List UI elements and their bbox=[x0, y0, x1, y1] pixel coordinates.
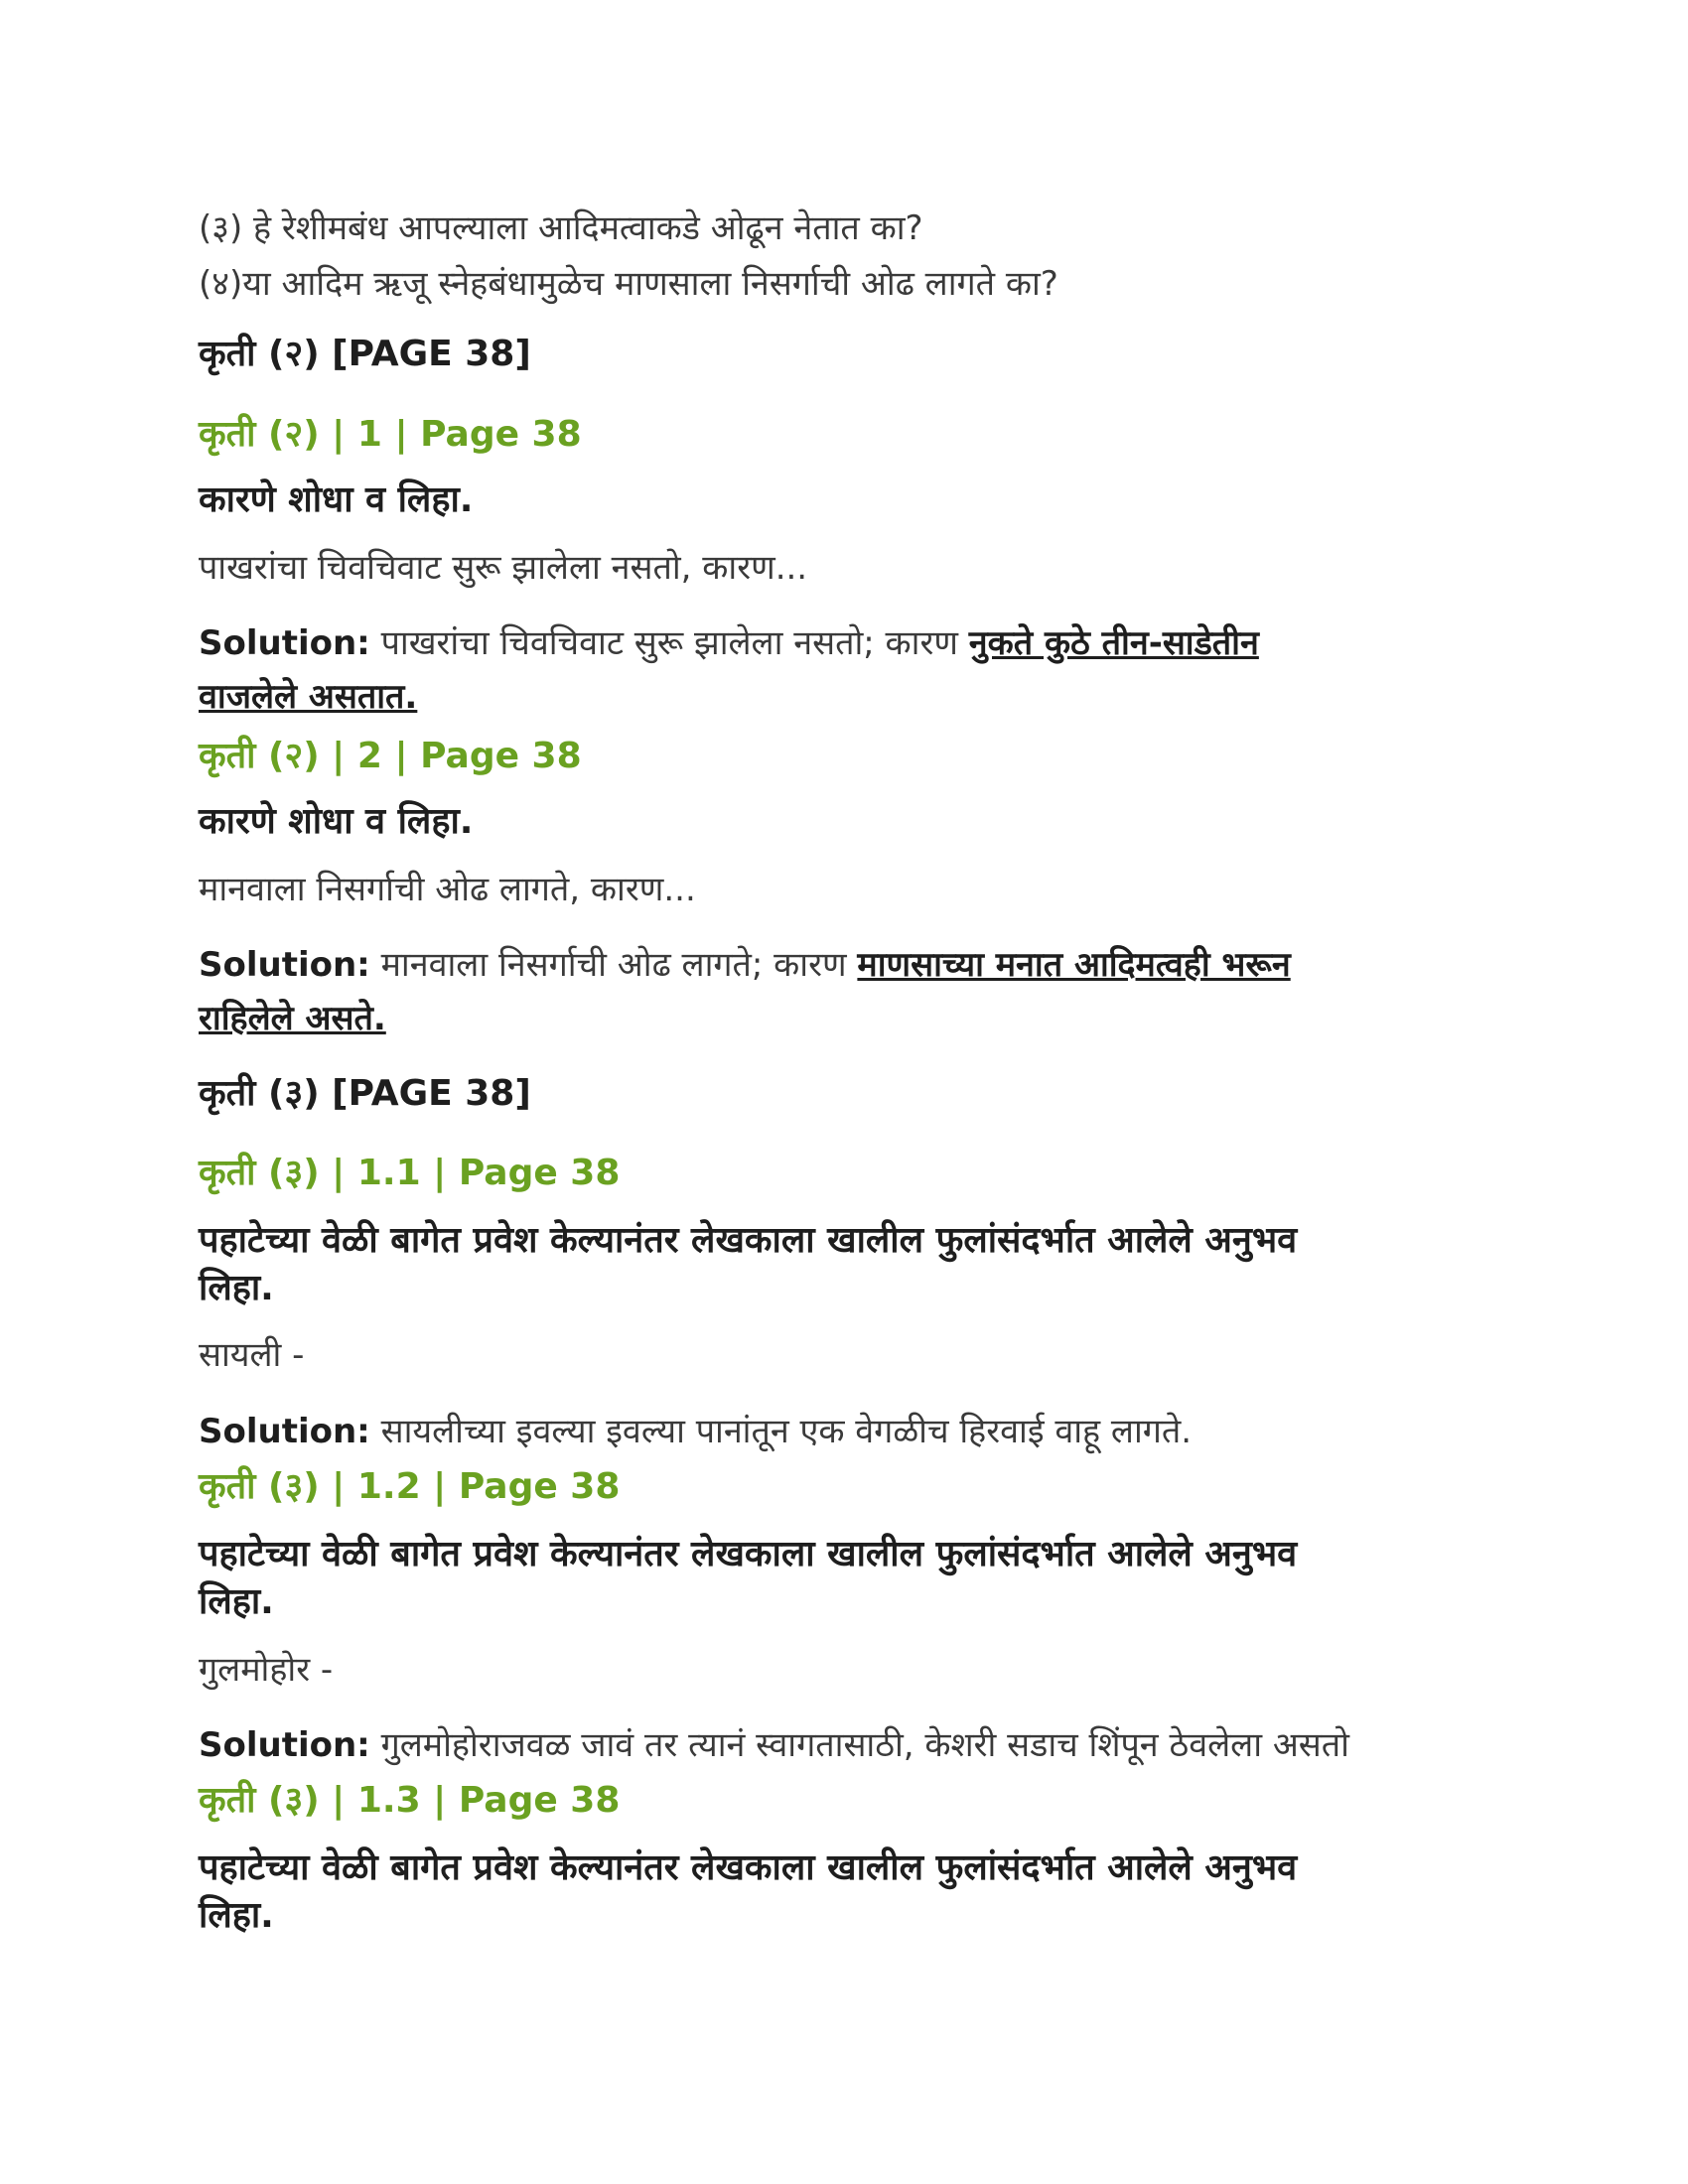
section-2-title: कृती (२) [PAGE 38] bbox=[199, 334, 531, 374]
solution-answer: माणसाच्या मनात आदिमत्वही भरून bbox=[857, 945, 1291, 985]
solution-answer-continued: राहिलेले असते. bbox=[199, 999, 386, 1038]
intro-question-4: (४)या आदिम ऋजू स्नेहबंधामुळेच माणसाला निसर्गाची ओढ लागते का? bbox=[199, 264, 1058, 304]
solution-label: Solution: bbox=[199, 1412, 370, 1451]
intro-question-3: (३) हे रेशीमबंध आपल्याला आदिमत्वाकडे ओढून नेतात का? bbox=[199, 208, 923, 248]
solution-text: मानवाला निसर्गाची ओढ लागते; कारण bbox=[380, 945, 847, 985]
solution-text: पाखरांचा चिवचिवाट सुरू झालेला नसतो; कारण bbox=[380, 623, 958, 663]
solution-2-2-continued bbox=[199, 994, 386, 1039]
question-tag-2-2: कृती (२) | 2 | Page 38 bbox=[199, 736, 582, 776]
question-prompt-2-1: पाखरांचा चिवचिवाट सुरू झालेला नसतो, कारण... bbox=[199, 548, 808, 588]
question-prompt-3-1-2: गुलमोहोर - bbox=[199, 1650, 334, 1690]
question-text-3-1-2-continued: लिहा. bbox=[199, 1581, 274, 1622]
solution-3-1-1 bbox=[199, 1407, 1192, 1452]
solution-label: Solution: bbox=[199, 1725, 370, 1765]
solution-text: सायलीच्या इवल्या इवल्या पानांतून एक वेगळीच हिरवाई वाहू लागते. bbox=[380, 1412, 1193, 1451]
solution-2-1 bbox=[199, 618, 1259, 664]
question-text-3-1-3: पहाटेच्या वेळी बागेत प्रवेश केल्यानंतर लेखकाला खालील फुलांसंदर्भात आलेले अनुभव bbox=[199, 1847, 1298, 1888]
question-tag-3-1-1: कृती (३) | 1.1 | Page 38 bbox=[199, 1153, 621, 1193]
solution-label: Solution: bbox=[199, 945, 370, 985]
solution-3-1-2 bbox=[199, 1720, 1349, 1766]
question-text-2-1: कारणे शोधा व लिहा. bbox=[199, 479, 474, 520]
question-prompt-3-1-1: सायली - bbox=[199, 1335, 305, 1375]
question-tag-3-1-2: कृती (३) | 1.2 | Page 38 bbox=[199, 1466, 621, 1507]
question-text-3-1-1: पहाटेच्या वेळी बागेत प्रवेश केल्यानंतर लेखकाला खालील फुलांसंदर्भात आलेले अनुभव bbox=[199, 1220, 1298, 1261]
solution-answer: नुकते कुठे तीन-साडेतीन bbox=[968, 623, 1259, 663]
question-text-3-1-3-continued: लिहा. bbox=[199, 1895, 274, 1936]
solution-2-1-continued bbox=[199, 672, 417, 718]
solution-answer-continued: वाजलेले असतात. bbox=[199, 677, 418, 717]
question-text-2-2: कारणे शोधा व लिहा. bbox=[199, 801, 474, 842]
question-text-3-1-2: पहाटेच्या वेळी बागेत प्रवेश केल्यानंतर लेखकाला खालील फुलांसंदर्भात आलेले अनुभव bbox=[199, 1534, 1298, 1574]
solution-label: Solution: bbox=[199, 623, 370, 663]
section-3-title: कृती (३) [PAGE 38] bbox=[199, 1073, 531, 1114]
question-tag-2-1: कृती (२) | 1 | Page 38 bbox=[199, 414, 582, 455]
question-text-3-1-1-continued: लिहा. bbox=[199, 1268, 274, 1308]
solution-2-2 bbox=[199, 940, 1291, 986]
question-prompt-2-2: मानवाला निसर्गाची ओढ लागते, कारण... bbox=[199, 870, 696, 909]
question-tag-3-1-3: कृती (३) | 1.3 | Page 38 bbox=[199, 1780, 621, 1821]
solution-text: गुलमोहोराजवळ जावं तर त्यानं स्वागतासाठी, केशरी सडाच शिंपून ठेवलेला असतो bbox=[380, 1725, 1349, 1765]
